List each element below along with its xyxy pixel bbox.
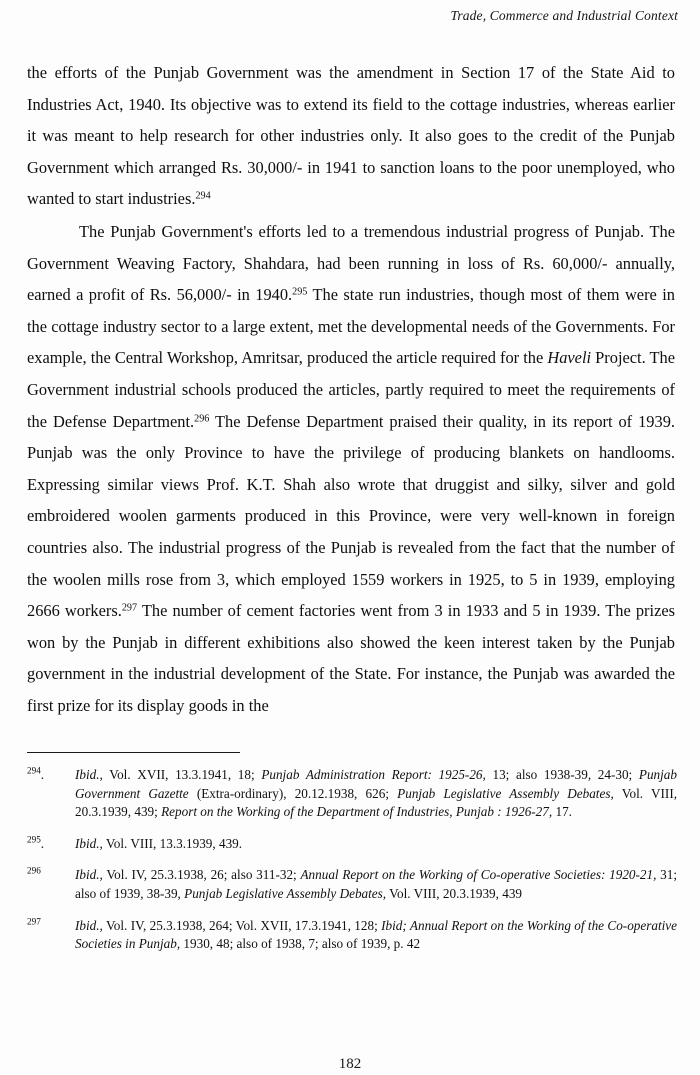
text-run: 17.: [552, 804, 572, 820]
text-run: Project. The Government industrial schools produced the articles, partly required to meet the requirements of the Defense Department.: [27, 348, 675, 431]
italic-run: Ibid.,: [75, 917, 103, 933]
footnote-marker-punctuation: .: [40, 767, 45, 782]
paragraph-2: [27, 216, 675, 722]
footnote-item: [27, 766, 677, 822]
italic-run: Punjab Legislative Assembly Debates,: [397, 785, 614, 801]
italic-run: Ibid.,: [75, 767, 103, 782]
footnote-marker: [27, 917, 71, 936]
italic-run: Report on the Working of the Department of Industries, Punjab : 1926-27,: [161, 804, 553, 820]
text-run: 13; also 1938-39, 24-30;: [485, 767, 639, 782]
italic-run: Ibid; Annual Report on the Working of the Co-operative Societies in Punjab,: [75, 917, 677, 952]
footnote-reference: 294: [195, 191, 211, 203]
italic-run: Ibid.,: [75, 867, 103, 883]
text-run: The number of cement factories went from 3 in 1933 and 5 in 1939. The prizes won by the Punjab in different exhibitions also showed the keen interest taken by the Punjab government in the industrial development of the State. For instance, the Punjab was awarded the first prize for its display goods in the: [27, 601, 675, 715]
footnote-marker-punctuation: .: [40, 835, 45, 851]
italic-run: Punjab Administration Report: 1925-26,: [261, 767, 486, 782]
text-run: Vol. IV, 25.3.1938, 264; Vol. XVII, 17.3.1941, 128;: [102, 917, 382, 933]
italic-run: Ibid.,: [75, 835, 103, 851]
footnote-number: 296: [27, 865, 41, 876]
footnote-reference: 296: [194, 413, 210, 425]
footnote-marker: [27, 866, 71, 885]
footnote-reference: 295: [292, 286, 308, 298]
text-run: 31; also of 1939, 38-39,: [75, 867, 677, 901]
italic-run: Haveli: [547, 348, 592, 368]
footnote-text: [75, 835, 677, 854]
text-run: Vol. VIII, 20.3.1939, 439: [386, 885, 523, 901]
running-header: Trade, Commerce and Industrial Context: [450, 8, 678, 23]
paragraph-1: [27, 57, 675, 215]
footnote-reference: 297: [121, 602, 138, 614]
footnote-list: [27, 766, 677, 954]
text-run: Vol. VIII, 13.3.1939, 439.: [102, 835, 243, 851]
text-run: Vol. XVII, 13.3.1941, 18;: [102, 767, 262, 782]
text-run: Vol. VIII, 20.3.1939, 439;: [75, 785, 678, 820]
footnote-number: 297: [27, 916, 41, 927]
text-run: the efforts of the Punjab Government was the amendment in Section 17 of the State Aid to Industries Act, 1940. Its objective was to extend its field to the cottage industries, whereas earlier it was meant to help research for other industries only. It also goes to the credit of the Punjab Government which arranged Rs. 30,000/- in 1941 to sanction loans to the poor unemployed, who wanted to start industries.: [27, 63, 675, 209]
footnote-number: 294: [27, 765, 41, 776]
footnote-number: 295: [27, 834, 41, 845]
italic-run: Annual Report on the Working of Co-operative Societies: 1920-21,: [300, 867, 657, 883]
text-run: The Defense Department praised their quality, in its report of 1939. Punjab was the only Province to have the privilege of producing blankets on handlooms. Expressing similar views Prof. K.T. Shah also wrote that druggist and silky, silver and gold embroidered woolen garments produced in this Province, were very well-known in foreign countries also. The industrial progress of the Punjab is revealed from the fact that the number of the woolen mills rose from 3, which employed 1559 workers in 1925, to 5 in 1939, employing 2666 workers.: [27, 411, 675, 621]
text-run: (Extra-ordinary), 20.12.1938, 626;: [188, 785, 398, 801]
text-run: The Punjab Government's efforts led to a tremendous industrial progress of Punjab. The Government Weaving Factory, Shahdara, had been running in loss of Rs. 60,000/- annually, earned a profit of Rs. 56,000/- in 1940.: [27, 221, 675, 305]
text-run: 1930, 48; also of 1938, 7; also of 1939, p. 42: [180, 936, 421, 952]
footnote-item: [27, 866, 677, 903]
footnote-text: [75, 866, 677, 903]
footnote-separator-rule: [27, 752, 240, 753]
footnote-marker: [27, 766, 71, 785]
page-number: 182: [338, 1056, 362, 1072]
footnote-marker: [27, 835, 71, 854]
footnote-text: [75, 917, 677, 954]
italic-run: Punjab Legislative Assembly Debates,: [184, 885, 387, 901]
footnote-item: [27, 835, 677, 854]
footnote-item: [27, 917, 677, 954]
text-run: The state run industries, though most of them were in the cottage industry sector to a large extent, met the developmental needs of the Governments. For example, the Central Workshop, Amritsar, produced the article required for the: [27, 285, 675, 368]
italic-run: Punjab Government Gazette: [75, 767, 677, 801]
text-run: Vol. IV, 25.3.1938, 26; also 311-32;: [102, 867, 301, 883]
body-text-block: [27, 57, 675, 721]
footnote-text: [75, 766, 677, 822]
